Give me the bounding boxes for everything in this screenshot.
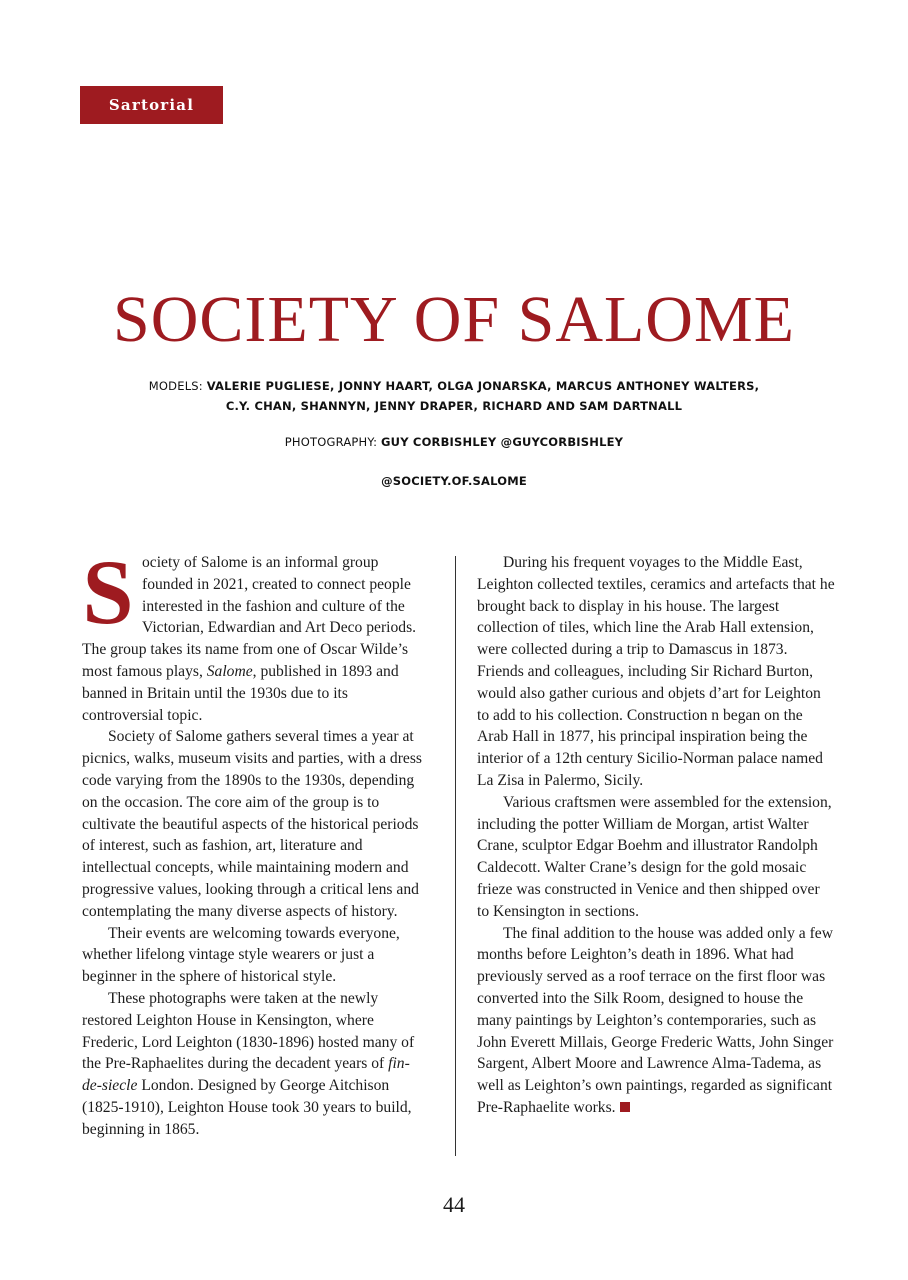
article-paragraph: Various craftsmen were assembled for the extension, including the potter William de Morgan, artist Walter Crane, sculptor Edgar Boehm and illustrator Randolph Caldecott. Walter Crane’s design for the gold mosaic frieze was constructed in Venice and then shipped over to Kensington in sections.: [477, 793, 832, 920]
photographer-name: GUY CORBISHLEY @GUYCORBISHLEY: [381, 435, 624, 449]
play-title-italic: Salome: [206, 662, 253, 680]
models-list-line2: C.Y. CHAN, SHANNYN, JENNY DRAPER, RICHARD AND SAM DARTNALL: [225, 399, 683, 413]
models-list-line1: VALERIE PUGLIESE, JONNY HAART, OLGA JONARSKA, MARCUS ANTHONEY WALTERS,: [206, 379, 760, 393]
end-of-article-square-icon: [620, 1102, 630, 1112]
photography-credit: [0, 432, 908, 452]
photography-label: PHOTOGRAPHY:: [284, 435, 378, 449]
article-paragraph: [82, 988, 427, 1141]
article-paragraph: [477, 923, 835, 1119]
drop-cap: S: [82, 541, 134, 643]
article-column-right: [477, 552, 835, 1119]
article-column-left: [82, 541, 427, 1141]
paragraph-text: ociety of Salome is an informal group founded in 2021, created to connect people interested in the fashion and culture of the Victorian, Edwardian and Art Deco periods. The group takes its name from one of Oscar Wilde’s most famous plays,: [82, 554, 417, 680]
paragraph-text: , published in 1893 and banned in Britain until the 1930s due to its controversial topic.: [82, 662, 399, 724]
models-label: MODELS:: [148, 379, 203, 393]
section-tag: Sartorial: [80, 86, 223, 124]
social-handle: [0, 471, 908, 491]
models-credit: [0, 376, 908, 416]
page-title: SOCIETY OF SALOME: [113, 283, 795, 356]
article-paragraph: During his frequent voyages to the Middle East, Leighton collected textiles, ceramics and artefacts that he brought back to display in his house. The largest collection of tiles, which line the Arab Hall extension, were collected during a trip to Damascus in 1873. Friends and colleagues, including Sir Richard Burton, would also gather curious and objets d’art for Leighton to add to his collection. Construction n began on the Arab Hall in 1877, his principal inspiration being the interior of a 12th century Sicilio-Norman palace named La Zisa in Palermo, Sicily.: [477, 554, 835, 789]
article-paragraph: Society of Salome gathers several times a year at picnics, walks, museum visits and parties, with a dress code varying from the 1890s to the 1930s, depending on the occasion. The core aim of the group is to cultivate the beautiful aspects of the historical periods of interest, such as fashion, art, literature and intellectual concepts, while maintaining modern and progressive values, looking through a critical lens and contemplating the many diverse aspects of history.: [82, 728, 422, 920]
fin-de-siecle-italic: fin-de-siecle: [82, 1055, 410, 1095]
page-number: 44: [443, 1192, 465, 1217]
paragraph-text: London. Designed by George Aitchison (1825-1910), Leighton House took 30 years to build, beginning in 1865.: [82, 1077, 412, 1138]
paragraph-text: The final addition to the house was added only a few months before Leighton’s death in 1896. What had previously served as a roof terrace on the first floor was converted into the Silk Room, designed to house the many paintings by Leighton’s contemporaries, such as John Everett Millais, George Frederic Watts, John Singer Sargent, Albert Moore and Lawrence Alma-Tadema, as well as Leighton’s own paintings, regarded as significant Pre-Raphaelite works.: [477, 924, 834, 1116]
column-divider: [455, 556, 456, 1156]
paragraph-text: These photographs were taken at the newly restored Leighton House in Kensington, where Frederic, Lord Leighton (1830-1896) hosted many of the Pre-Raphaelites during the decadent years of: [82, 989, 415, 1073]
social-handle-text: @SOCIETY.OF.SALOME: [381, 474, 527, 488]
article-paragraph: Their events are welcoming towards everyone, whether lifelong vintage style wearers or just a beginner in the sphere of historical style.: [82, 924, 400, 986]
article-paragraph: [82, 541, 427, 726]
